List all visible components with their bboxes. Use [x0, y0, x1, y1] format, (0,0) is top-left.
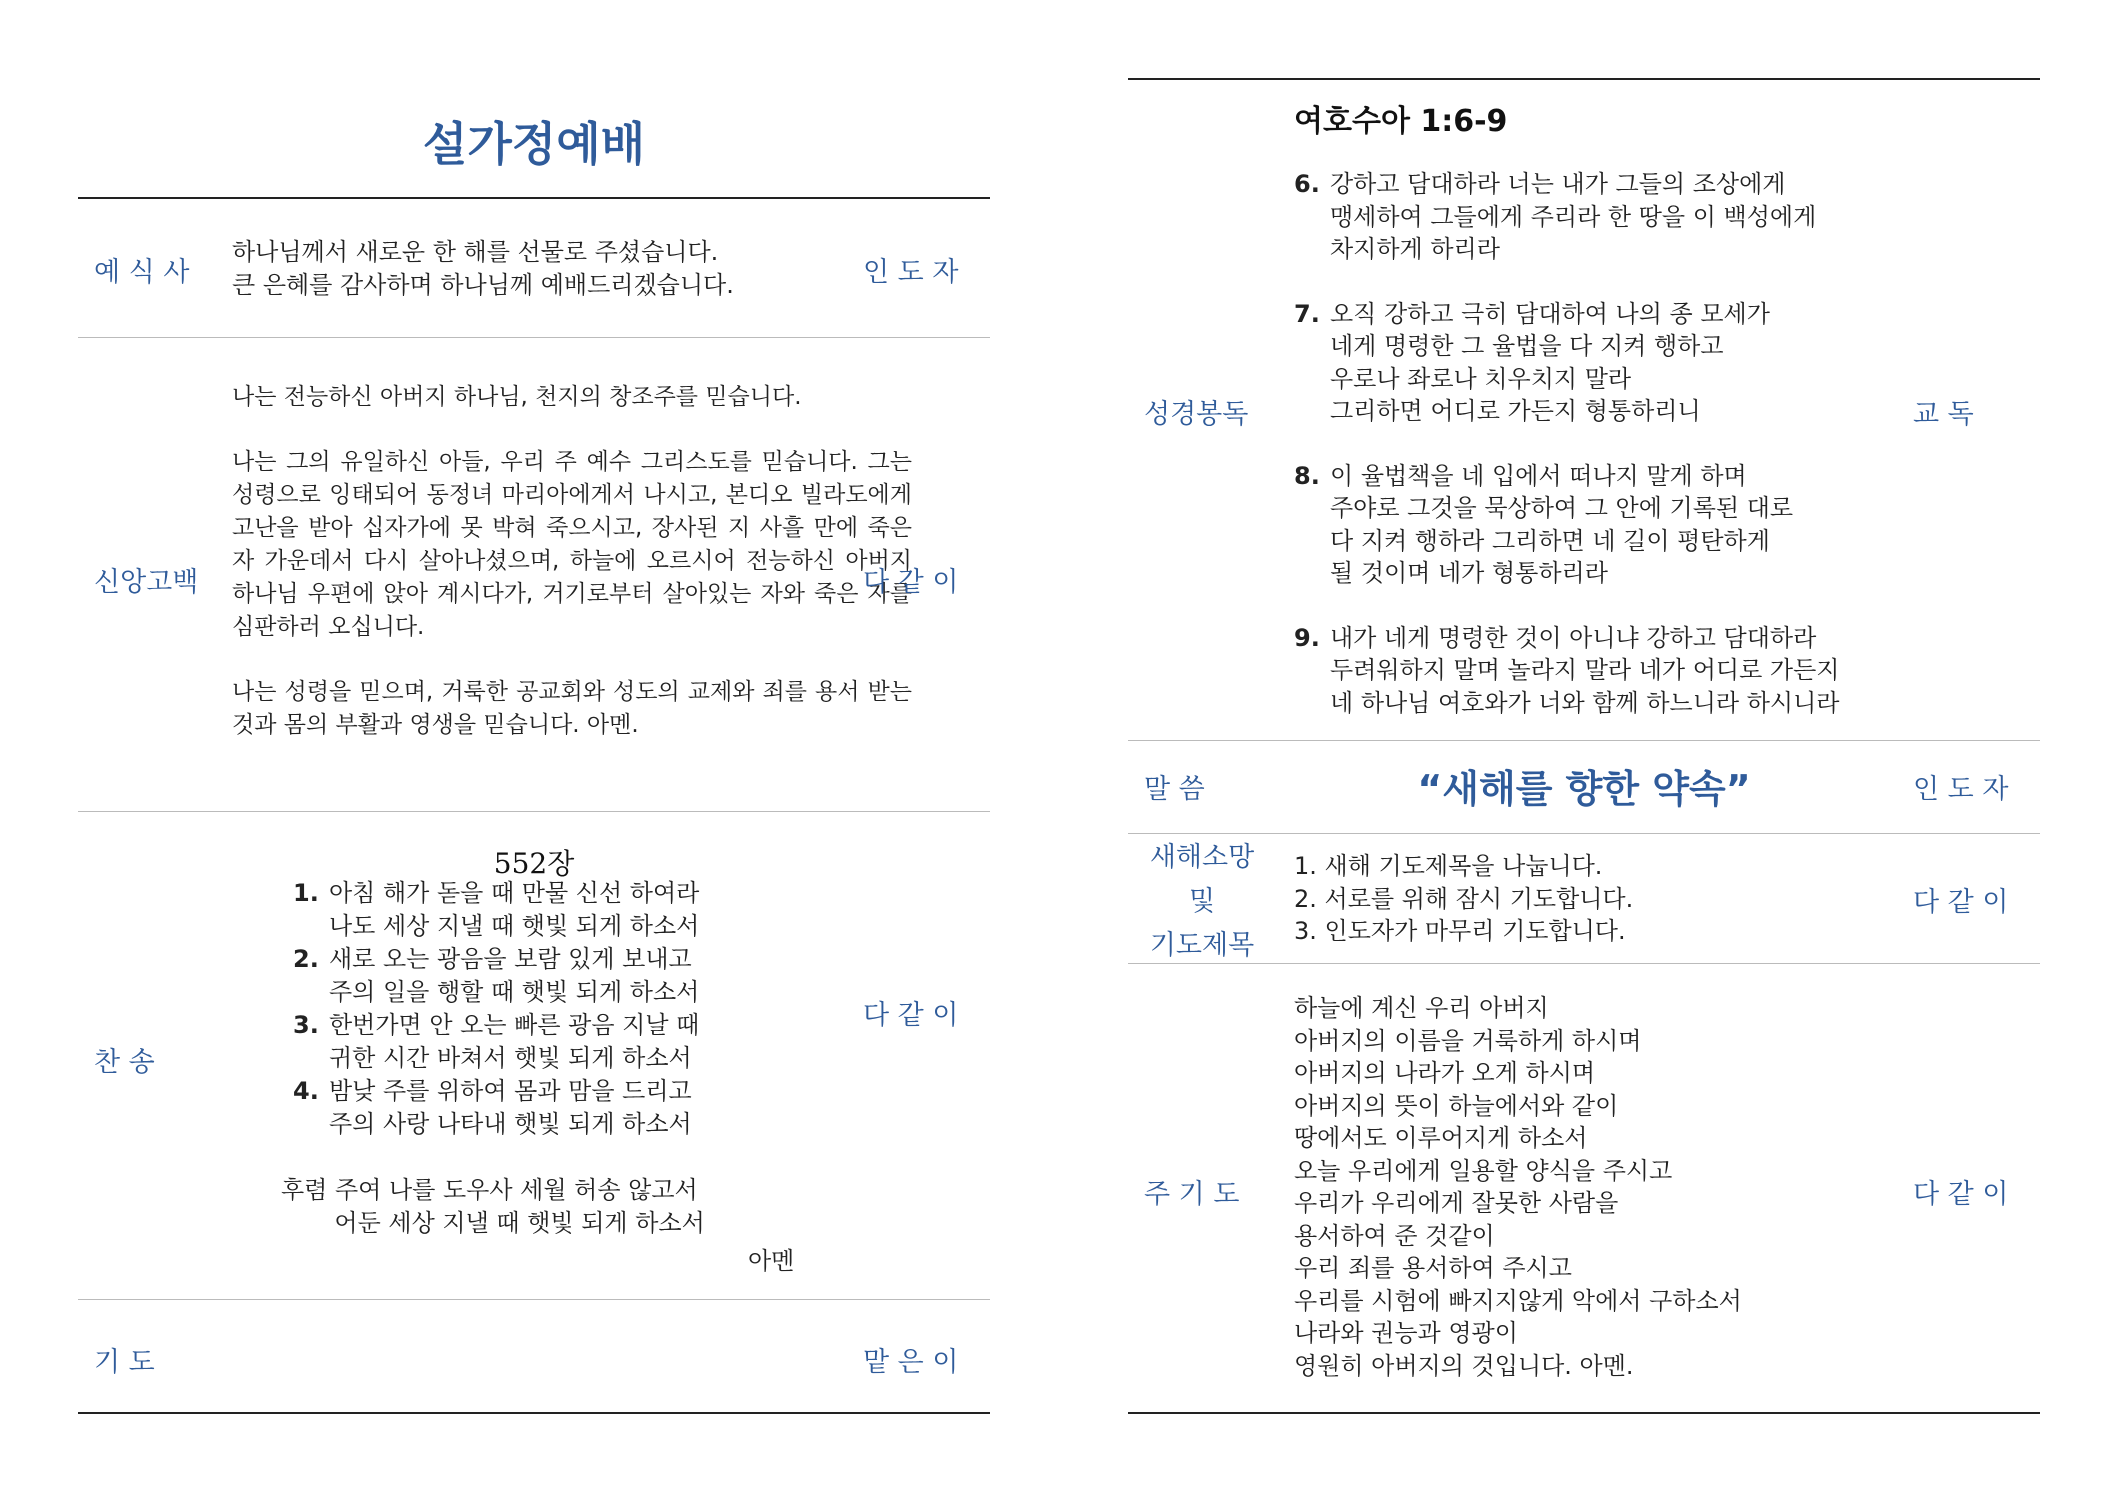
prayer-label: 기 도 [94, 1347, 155, 1378]
verse-number: 1. [293, 879, 319, 907]
hymn-verse [293, 1075, 699, 1141]
hymn-verse [293, 1009, 699, 1075]
top-rule [78, 197, 990, 199]
hope-label [1128, 836, 1276, 968]
divider [1128, 833, 2040, 834]
scripture-verse [1294, 168, 1839, 266]
reading-leader: 교 독 [1913, 399, 1974, 430]
sermon-leader: 인 도 자 [1913, 774, 2009, 805]
divider [78, 1299, 990, 1300]
bottom-rule [78, 1412, 990, 1414]
verse-text: 이 율법책을 네 입에서 떠나지 말게 하며 주야로 그것을 묵상하여 그 안에 기록된 대로 다 지켜 행하라 그리하면 네 길이 평탄하게 될 것이며 네가 형통하리라 [1330, 461, 1794, 587]
lords-prayer-label: 주 기 도 [1144, 1179, 1240, 1210]
hymn-amen: 아멘 [748, 1247, 795, 1275]
verse-text: 내가 네게 명령한 것이 아니냐 강하고 담대하라 두려워하지 말며 놀라지 말라 네가 어디로 가든지 네 하나님 여호와가 너와 함께 하느니라 하시니라 [1330, 623, 1840, 717]
verse-text: 아침 해가 돋을 때 만물 신선 하여라 나도 세상 지낼 때 햇빛 되게 하소서 [329, 879, 700, 940]
hymn-leader: 다 같 이 [863, 1000, 959, 1031]
hymn-number: 552장 [493, 847, 575, 880]
prayer-leader: 맡 은 이 [863, 1347, 959, 1378]
reading-label: 성경봉독 [1144, 399, 1249, 430]
verse-number: 8. [1294, 461, 1320, 490]
verse-number: 3. [293, 1011, 319, 1039]
sermon-title: “새해를 향한 약속” [1417, 767, 1751, 811]
verse-number: 6. [1294, 170, 1320, 198]
divider [78, 811, 990, 812]
verse-number: 2. [293, 945, 319, 973]
verse-text: 오직 강하고 극히 담대하여 나의 종 모세가 네게 명령한 그 율법을 다 지켜 행하고 우로나 좌로나 치우치지 말라 그리하면 어디로 가든지 형통하리니 [1330, 299, 1770, 425]
verse-text: 새로 오는 광음을 보람 있게 보내고 주의 일을 행할 때 햇빛 되게 하소서 [329, 945, 700, 1006]
hymn-verse [293, 943, 699, 1009]
hope-label-line: 새해소망 [1149, 842, 1255, 873]
hope-list: 1. 새해 기도제목을 나눕니다. 2. 서로를 위해 잠시 기도합니다. 3. 인도자가 마무리 기도합니다. [1294, 852, 1634, 945]
bottom-rule [1128, 1412, 2040, 1414]
lords-prayer-text: 하늘에 계신 우리 아버지 아버지의 이름을 거룩하게 하시며 아버지의 나라가 오게 하시며 아버지의 뜻이 하늘에서와 같이 땅에서도 이루어지게 하소서 오늘 우리에게 일용할 양식을 주시고 우리가 우리에게 잘못한 사람을 용서하여 준 것같이 우리 죄를 용서하여 주시고 우리를 시험에 빠지지않게 악에서 구하소서 나라와 권능과 영광이 영원히 아버지의 것입니다. 아멘. [1294, 994, 1742, 1380]
hymn-verse [293, 877, 699, 943]
verse-number: 7. [1294, 299, 1320, 328]
creed-paragraph: 나는 그의 유일하신 아들, 우리 주 예수 그리스도를 믿습니다. 그는 성령으로 잉태되어 동정녀 마리아에게서 나시고, 본디오 빌라도에게 고난을 받아 십자가에 못 박혀 죽으시고, 장사된 지 사흘 만에 죽은 자 가운데서 다시 살아나셨으며, 하늘에 오르시어 전능하신 아버지 하나님 우편에 앉아 계시다가, 거기로부터 살아있는 자와 죽은 자를 심판하러 오십니다. [232, 449, 912, 640]
sermon-label: 말 씀 [1144, 774, 1205, 805]
page-title: 설가정예배 [422, 117, 646, 171]
creed-leader: 다 같 이 [863, 567, 959, 598]
hymn-chorus: 후렴 주여 나를 도우사 세월 허송 않고서 어둔 세상 지낼 때 햇빛 되게 하소서 [281, 1176, 705, 1237]
verse-number: 4. [293, 1077, 319, 1105]
divider [1128, 740, 2040, 741]
scripture-verse [1294, 460, 1839, 590]
opening-label: 예 식 사 [94, 257, 190, 288]
verse-number: 9. [1294, 623, 1320, 652]
lords-prayer-leader: 다 같 이 [1913, 1179, 2009, 1210]
creed-paragraph: 나는 성령을 믿으며, 거룩한 공교회와 성도의 교제와 죄를 용서 받는 것과 몸의 부활과 영생을 믿습니다. 아멘. [232, 679, 912, 738]
creed-label: 신앙고백 [94, 567, 199, 598]
hymn-label: 찬 송 [94, 1047, 155, 1078]
hope-leader: 다 같 이 [1913, 887, 2009, 918]
scripture-reference: 여호수아 1:6-9 [1294, 104, 1508, 139]
scripture-verse [1294, 622, 1839, 720]
scripture-verse [1294, 298, 1839, 428]
left-page [78, 0, 990, 1488]
right-page [1128, 0, 2040, 1488]
top-rule [1128, 78, 2040, 80]
divider [1128, 963, 2040, 964]
creed-text [232, 381, 912, 774]
opening-leader: 인 도 자 [863, 257, 959, 288]
hope-label-line: 및 [1188, 886, 1216, 917]
verse-text: 강하고 담대하라 너는 내가 그들의 조상에게 맹세하여 그들에게 주리라 한 땅을 이 백성에게 차지하게 하리라 [1330, 170, 1817, 263]
opening-text: 하나님께서 새로운 한 해를 선물로 주셨습니다. 큰 은혜를 감사하며 하나님께 예배드리겠습니다. [232, 238, 734, 299]
verse-text: 한번가면 안 오는 빠른 광음 지날 때 귀한 시간 바쳐서 햇빛 되게 하소서 [329, 1011, 700, 1072]
verse-text: 밤낮 주를 위하여 몸과 맘을 드리고 주의 사랑 나타내 햇빛 되게 하소서 [329, 1077, 692, 1138]
scripture-verses [1294, 168, 1839, 751]
creed-paragraph: 나는 전능하신 아버지 하나님, 천지의 창조주를 믿습니다. [232, 384, 802, 410]
hymn-verses [293, 877, 699, 1141]
hope-label-line: 기도제목 [1149, 930, 1255, 961]
divider [78, 337, 990, 338]
